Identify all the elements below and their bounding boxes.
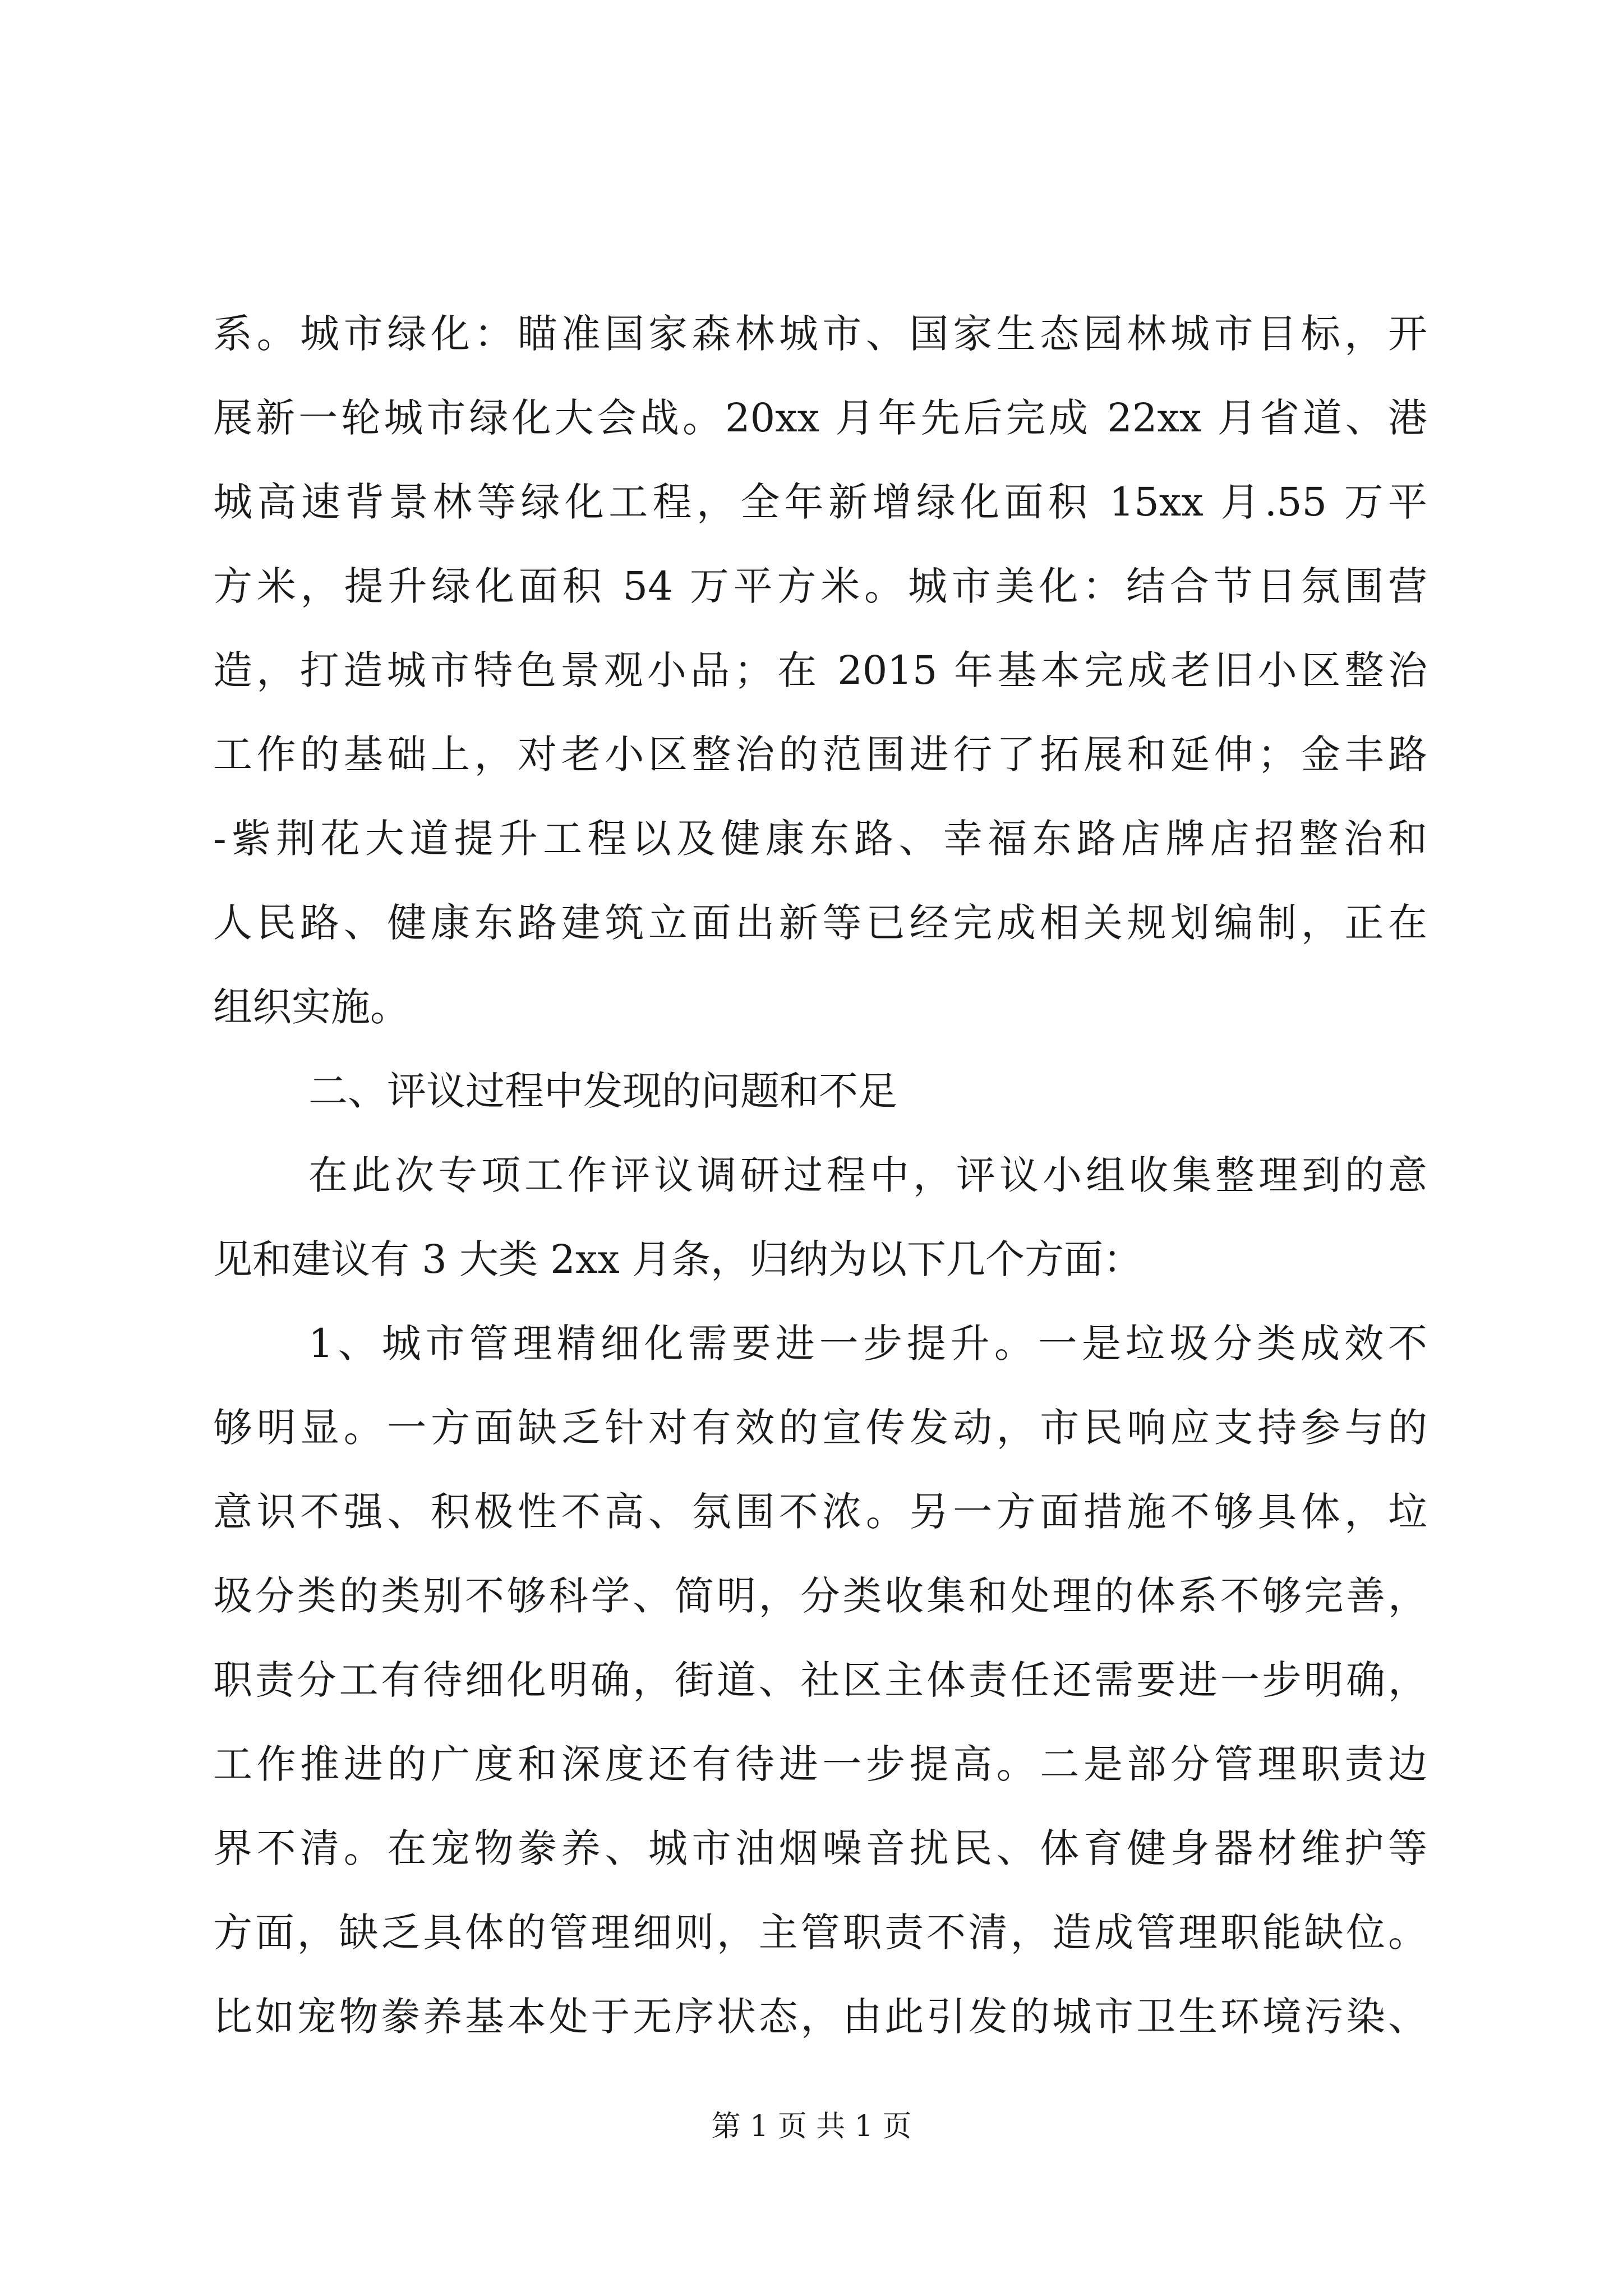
paragraph-line: 工作推进的广度和深度还有待进一步提高。二是部分管理职责边 — [213, 1741, 1427, 1787]
paragraph-line: 人民路、健康东路建筑立面出新等已经完成相关规划编制，正在 — [213, 900, 1427, 946]
paragraph-line: 圾分类的类别不够科学、简明，分类收集和处理的体系不够完善， — [213, 1573, 1427, 1619]
section-heading: 二、评议过程中发现的问题和不足 — [308, 1068, 897, 1114]
paragraph-line: 比如宠物豢养基本处于无序状态，由此引发的城市卫生环境污染、 — [213, 1994, 1427, 2040]
paragraph-line: 意识不强、积极性不高、氛围不浓。另一方面措施不够具体，垃 — [213, 1489, 1427, 1535]
paragraph-line: 工作的基础上，对老小区整治的范围进行了拓展和延伸；金丰路 — [213, 731, 1427, 777]
paragraph-line: 界不清。在宠物豢养、城市油烟噪音扰民、体育健身器材维护等 — [213, 1825, 1427, 1871]
paragraph-line: 在此次专项工作评议调研过程中，评议小组收集整理到的意 — [308, 1152, 1427, 1198]
paragraph-line: 城高速背景林等绿化工程，全年新增绿化面积 15xx 月.55 万平 — [213, 479, 1427, 525]
paragraph-line: 展新一轮城市绿化大会战。20xx 月年先后完成 22xx 月省道、港 — [213, 395, 1427, 441]
paragraph-line: 方面，缺乏具体的管理细则，主管职责不清，造成管理职能缺位。 — [213, 1910, 1427, 1955]
page-number-footer: 第 1 页 共 1 页 — [711, 2110, 912, 2143]
paragraph-line: 见和建议有 3 大类 2xx 月条，归纳为以下几个方面： — [213, 1236, 1143, 1282]
paragraph-line: -紫荆花大道提升工程以及健康东路、幸福东路店牌店招整治和 — [213, 816, 1427, 862]
paragraph-line: 组织实施。 — [213, 984, 409, 1030]
paragraph-line: 够明显。一方面缺乏针对有效的宣传发动，市民响应支持参与的 — [213, 1405, 1427, 1451]
paragraph-line: 造，打造城市特色景观小品；在 2015 年基本完成老旧小区整治 — [213, 647, 1427, 693]
paragraph-line: 1、城市管理精细化需要进一步提升。一是垃圾分类成效不 — [308, 1320, 1427, 1366]
paragraph-line: 方米，提升绿化面积 54 万平方米。城市美化：结合节日氛围营 — [213, 563, 1427, 609]
paragraph-line: 职责分工有待细化明确，街道、社区主体责任还需要进一步明确， — [213, 1657, 1427, 1703]
paragraph-line: 系。城市绿化：瞄准国家森林城市、国家生态园林城市目标，开 — [213, 311, 1427, 357]
